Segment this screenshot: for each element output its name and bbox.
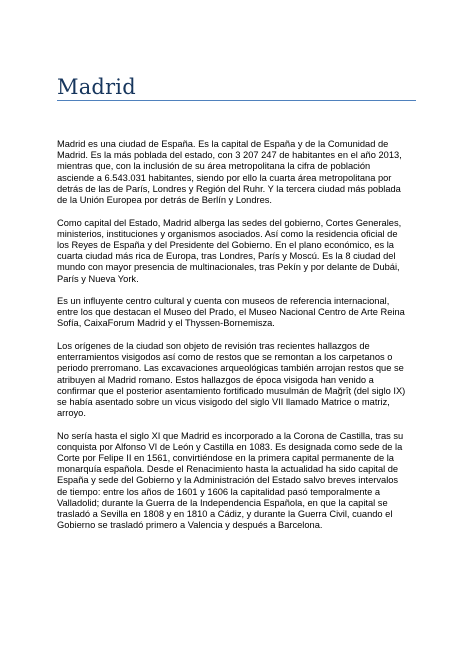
document-body — [57, 139, 419, 543]
paragraph-5 — [57, 431, 419, 532]
paragraph-line: No sería hasta el siglo XI que Madrid es incorporado a la Corona de Castilla, tras su — [57, 430, 404, 441]
paragraph-line: periodo prerromano. Las excavaciones arqueológicas también arrojan restos que se — [57, 363, 404, 374]
paragraph-line: arroyo. — [57, 408, 86, 419]
paragraph-line: trasladó a Sevilla en 1808 y en 1810 a Cádiz, y durante la Guerra Civil, cuando el — [57, 509, 393, 520]
document-title: Madrid — [57, 75, 136, 99]
paragraph-line: mientras que, con la inclusión de su área metropolitana la cifra de población — [57, 161, 371, 172]
title-underline — [57, 100, 416, 101]
paragraph-line: Valladolid; durante la Guerra de la Independencia Española, en que la capital se — [57, 497, 388, 508]
paragraph-line: España y sede del Gobierno y la Administración del Estado salvo breves intervalos — [57, 475, 399, 486]
paragraph-line: mundo con mayor presencia de multinacionales, tras Pekín y por delante de Dubái, — [57, 262, 400, 273]
paragraph-line: de la Unión Europea por detrás de Berlín y Londres. — [57, 195, 272, 206]
paragraph-3 — [57, 296, 419, 330]
paragraph-line: de tiempo: entre los años de 1601 y 1606 la capitalidad pasó temporalmente a — [57, 486, 381, 497]
paragraph-1 — [57, 139, 419, 206]
paragraph-line: asciende a 6.543.031 habitantes, siendo por ello la cuarta área metropolitana por — [57, 172, 392, 183]
paragraph-line: enterramientos visigodos así como de restos que se remontan a los carpetanos o — [57, 352, 393, 363]
paragraph-line: se había asentado sobre un vicus visigodo del siglo VII llamado Matrice o matriz, — [57, 396, 390, 407]
paragraph-line: conquista por Alfonso VI de León y Castilla en 1083. Es designada como sede de la — [57, 441, 403, 452]
paragraph-line: cuarta ciudad más rica de Europa, tras Londres, París y Moscú. Es la 8 ciudad del — [57, 251, 396, 262]
paragraph-2 — [57, 218, 419, 285]
paragraph-line: Los orígenes de la ciudad son objeto de revisión tras recientes hallazgos de — [57, 340, 370, 351]
paragraph-line: monarquía española. Desde el Renacimiento hasta la actualidad ha sido capital de — [57, 464, 399, 475]
paragraph-line: Corte por Felipe II en 1561, convirtiéndose en la primera capital permanente de la — [57, 453, 394, 464]
paragraph-line: los Reyes de España y del Presidente del Gobierno. En el plano económico, es la — [57, 239, 394, 250]
paragraph-line: entre los que destacan el Museo del Prado, el Museo Nacional Centro de Arte Reina — [57, 307, 405, 318]
paragraph-4 — [57, 341, 419, 419]
paragraph-line: confirmar que el posterior asentamiento fortificado musulmán de Maǧrīṭ (del siglo IX) — [57, 385, 406, 396]
paragraph-line: Como capital del Estado, Madrid alberga las sedes del gobierno, Cortes Generales, — [57, 217, 402, 228]
paragraph-line: Sofía, CaixaForum Madrid y el Thyssen-Bornemisza. — [57, 318, 275, 329]
paragraph-line: Es un influyente centro cultural y cuenta con museos de referencia internacional, — [57, 296, 390, 307]
paragraph-line: Madrid. Es la más poblada del estado, con 3 207 247 de habitantes en el año 2013, — [57, 150, 402, 161]
paragraph-line: atribuyen al Madrid romano. Estos hallazgos de época visigoda han venido a — [57, 374, 374, 385]
paragraph-line: ministerios, instituciones y organismos asociados. Así como la residencia oficial de — [57, 228, 398, 239]
paragraph-line: Gobierno se trasladó primero a Valencia y después a Barcelona. — [57, 520, 323, 531]
paragraph-line: Madrid es una ciudad de España. Es la capital de España y de la Comunidad de — [57, 139, 389, 149]
paragraph-line: París y Nueva York. — [57, 273, 139, 284]
paragraph-line: detrás de las de París, Londres y Región del Ruhr. Y la tercera ciudad más poblada — [57, 183, 401, 194]
